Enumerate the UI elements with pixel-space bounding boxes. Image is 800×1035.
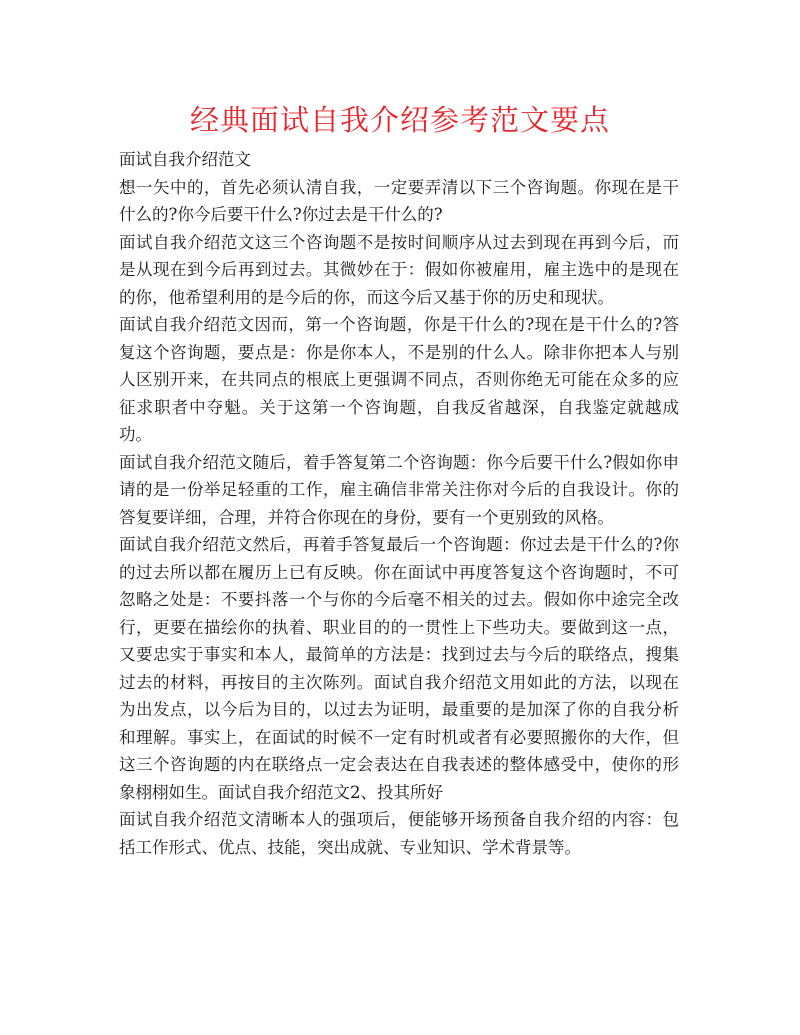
paragraph: 面试自我介绍范文随后，着手答复第二个咨询题：你今后要干什么?假如你申请的是一份举足轻重的工作，雇主确信非常关注你对今后的自我设计。你的答复要详细，合理，并符合你现在的身份，要有一个更别致的风格。 <box>119 452 679 527</box>
paragraph: 面试自我介绍范文因而，第一个咨询题，你是干什么的?现在是干什么的?答复这个咨询题，要点是：你是你本人，不是别的什么人。除非你把本人与别人区别开来，在共同点的根底上更强调不同点，否则你绝无可能在众多的应征求职者中夺魁。关于这第一个咨询题，自我反省越深，自我鉴定就越成功。 <box>119 315 679 444</box>
paragraph: 想一矢中的，首先必须认清自我，一定要弄清以下三个咨询题。你现在是干什么的?你今后要干什么?你过去是干什么的? <box>119 177 679 224</box>
document-body <box>119 146 679 861</box>
paragraph: 面试自我介绍范文清晰本人的强项后，便能够开场预备自我介绍的内容：包括工作形式、优点、技能，突出成就、专业知识、学术背景等。 <box>119 810 679 857</box>
paragraph-heading: 面试自我介绍范文 <box>119 150 251 169</box>
paragraph: 面试自我介绍范文这三个咨询题不是按时间顺序从过去到现在再到今后，而是从现在到今后再到过去。其微妙在于：假如你被雇用，雇主选中的是现在的你，他希望利用的是今后的你，而这今后又基于你的历史和现状。 <box>119 232 679 307</box>
document-title: 经典面试自我介绍参考范文要点 <box>189 103 610 137</box>
paragraph: 面试自我介绍范文然后，再着手答复最后一个咨询题：你过去是干什么的?你的过去所以都在履历上已有反映。你在面试中再度答复这个咨询题时，不可忽略之处是：不要抖落一个与你的今后毫不相关的过去。假如你中途完全改行，更要在描绘你的执着、职业目的的一贯性上下些功夫。要做到这一点，又要忠实于事实和本人，最简单的方法是：找到过去与今后的联络点，搜集过去的材料，再按目的主次陈列。面试自我介绍范文用如此的方法，以现在为出发点，以今后为目的，以过去为证明，最重要的是加深了你的自我分析和理解。事实上，在面试的时候不一定有时机或者有必要照搬你的大作，但这三个咨询题的内在联络点一定会表达在自我表述的整体感受中，使你的形象栩栩如生。面试自我介绍范文2、投其所好 <box>119 535 679 802</box>
